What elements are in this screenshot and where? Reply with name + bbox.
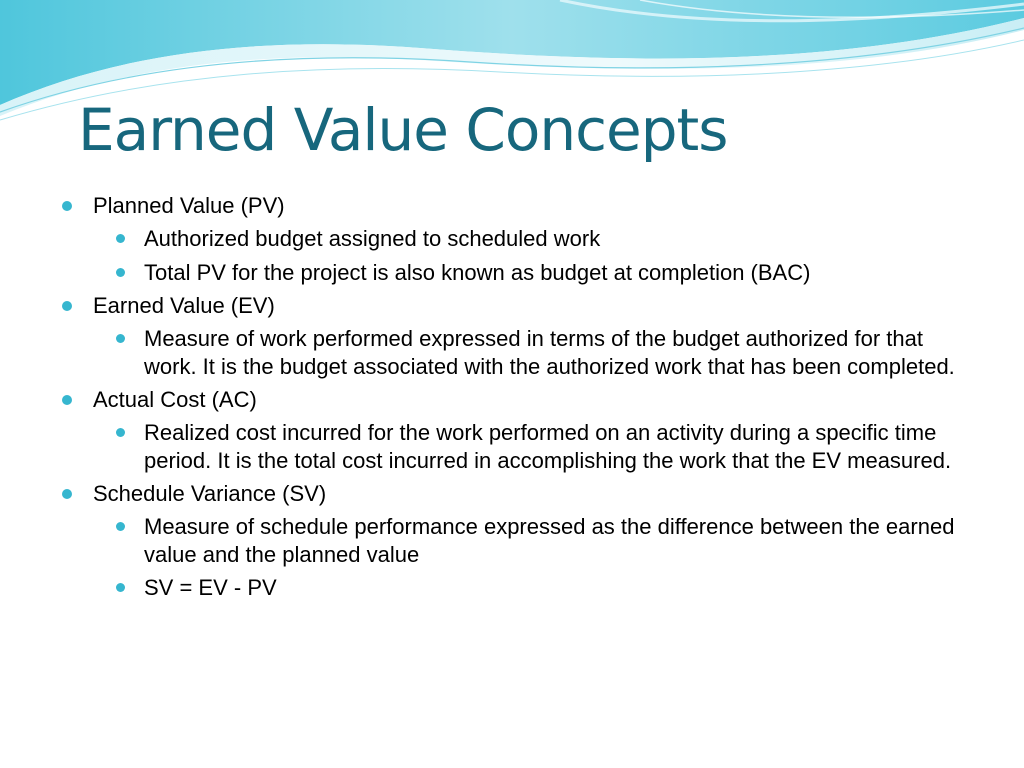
sub-bullet-item	[60, 574, 980, 602]
bullet-text: Earned Value (EV)	[93, 293, 275, 318]
bullet-item-pv	[60, 192, 980, 286]
bullet-icon	[116, 234, 125, 243]
bullet-icon	[116, 334, 125, 343]
sub-bullet-text: SV = EV - PV	[144, 575, 277, 600]
slide-title: Earned Value Concepts	[78, 96, 728, 164]
sub-bullet-item	[60, 259, 980, 287]
sub-bullet-item	[60, 419, 980, 474]
sub-bullet-text: Measure of work performed expressed in terms of the budget authorized for that work. It is the budget associated with the authorized work that has been completed.	[144, 326, 955, 379]
sub-bullet-item	[60, 225, 980, 253]
bullet-icon	[116, 268, 125, 277]
bullet-item-sv	[60, 480, 980, 602]
bullet-item-ev	[60, 292, 980, 380]
bullet-icon	[116, 522, 125, 531]
bullet-item-ac	[60, 386, 980, 474]
bullet-icon	[62, 301, 72, 311]
bullet-text: Schedule Variance (SV)	[93, 481, 327, 506]
bullet-text: Planned Value (PV)	[93, 193, 285, 218]
sub-bullet-text: Authorized budget assigned to scheduled work	[144, 226, 601, 251]
bullet-icon	[62, 395, 72, 405]
sub-bullet-text: Measure of schedule performance expressed as the difference between the earned value and the planned value	[144, 514, 955, 567]
bullet-list	[60, 192, 980, 608]
sub-bullet-item	[60, 513, 980, 568]
sub-bullet-text: Realized cost incurred for the work performed on an activity during a specific time period. It is the total cost incurred in accomplishing the work that the EV measured.	[144, 420, 952, 473]
bullet-icon	[116, 583, 125, 592]
sub-bullet-item	[60, 325, 980, 380]
bullet-icon	[116, 428, 125, 437]
sub-bullet-text: Total PV for the project is also known as budget at completion (BAC)	[144, 259, 811, 285]
bullet-icon	[62, 201, 72, 211]
bullet-icon	[62, 489, 72, 499]
bullet-text: Actual Cost (AC)	[93, 387, 257, 412]
